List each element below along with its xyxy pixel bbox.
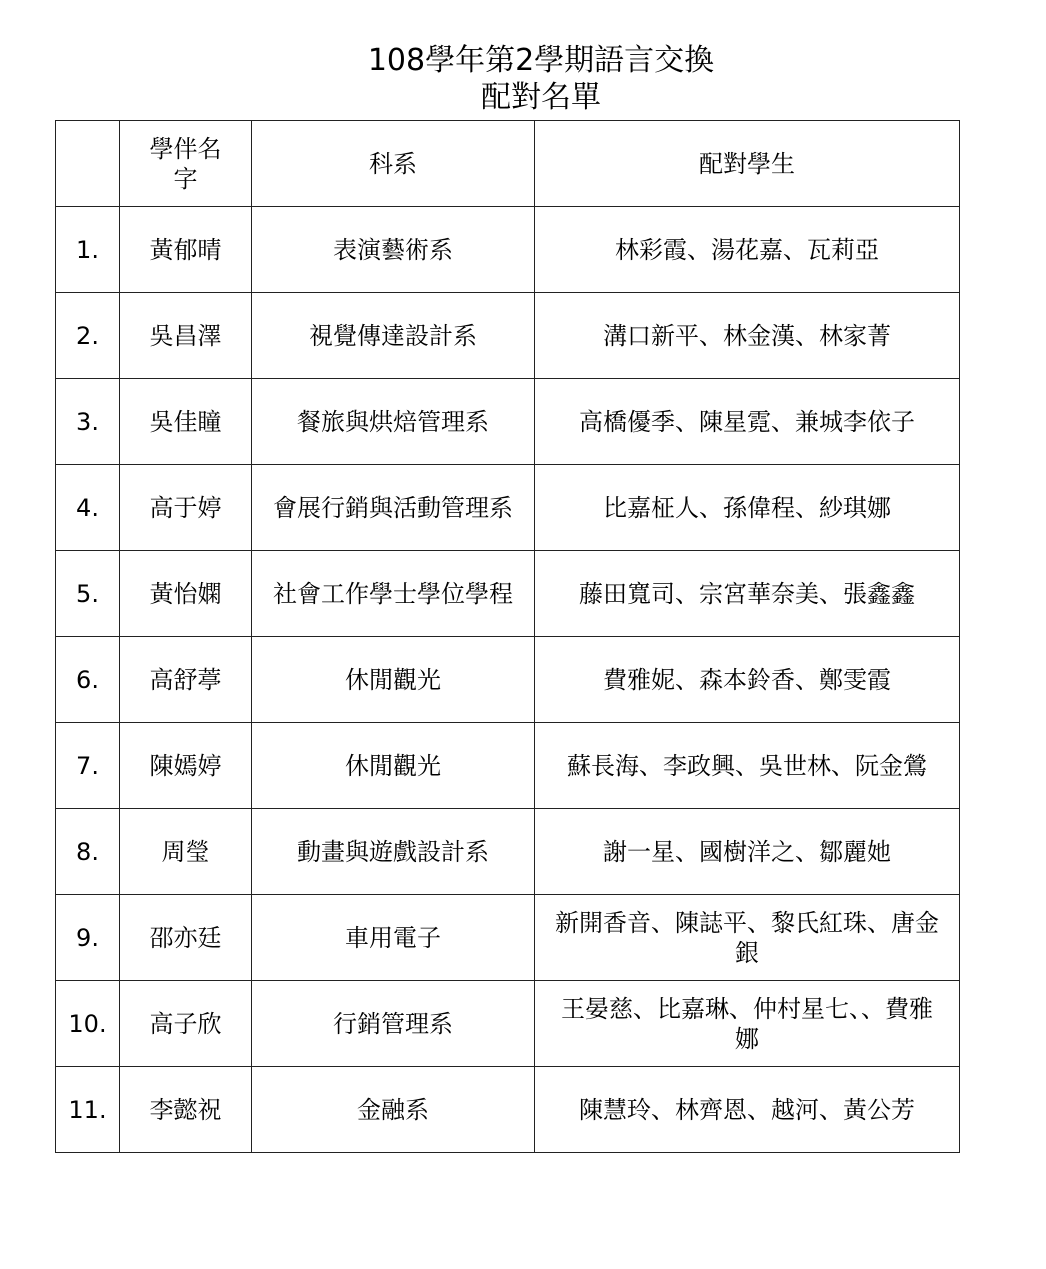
table-row — [56, 1067, 960, 1153]
table-row — [56, 723, 960, 809]
partner-name: 黃怡嫻 — [120, 551, 252, 637]
partner-name: 李懿祝 — [120, 1067, 252, 1153]
department: 金融系 — [252, 1067, 535, 1153]
paired-students: 溝口新平、林金漢、林家菁 — [535, 293, 960, 379]
paired-students: 高橋優季、陳星霓、兼城李依子 — [535, 379, 960, 465]
document-title: 108學年第2學期語言交換 — [367, 43, 715, 78]
document-subtitle: 配對名單 — [481, 80, 601, 115]
header-department: 科系 — [252, 121, 535, 207]
department: 會展行銷與活動管理系 — [252, 465, 535, 551]
paired-students: 費雅妮、森本鈴香、鄭雯霞 — [535, 637, 960, 723]
partner-name: 吳昌澤 — [120, 293, 252, 379]
partner-name: 高子欣 — [120, 981, 252, 1067]
row-number: 7. — [56, 723, 120, 809]
row-number: 3. — [56, 379, 120, 465]
paired-students: 蘇長海、李政興、吳世林、阮金鶯 — [535, 723, 960, 809]
table-row — [56, 551, 960, 637]
paired-students: 林彩霞、湯花嘉、瓦莉亞 — [535, 207, 960, 293]
row-number: 6. — [56, 637, 120, 723]
department: 休閒觀光 — [252, 637, 535, 723]
department: 動畫與遊戲設計系 — [252, 809, 535, 895]
partner-name: 高舒葶 — [120, 637, 252, 723]
row-number: 1. — [56, 207, 120, 293]
paired-students: 謝一星、國樹洋之、鄒麗她 — [535, 809, 960, 895]
paired-students: 藤田寬司、宗宮華奈美、張鑫鑫 — [535, 551, 960, 637]
partner-name: 黃郁晴 — [120, 207, 252, 293]
partner-name: 周瑩 — [120, 809, 252, 895]
paired-students: 王晏慈、比嘉琳、仲村星七、、費雅娜 — [535, 981, 960, 1067]
row-number: 2. — [56, 293, 120, 379]
header-number — [56, 121, 120, 207]
department: 視覺傳達設計系 — [252, 293, 535, 379]
partner-name: 邵亦廷 — [120, 895, 252, 981]
row-number: 5. — [56, 551, 120, 637]
table-header-row — [56, 121, 960, 207]
pairing-table — [55, 120, 960, 1153]
table-row — [56, 809, 960, 895]
table-row — [56, 637, 960, 723]
partner-name: 高于婷 — [120, 465, 252, 551]
department: 行銷管理系 — [252, 981, 535, 1067]
header-partner-name: 學伴名字 — [120, 121, 252, 207]
paired-students: 比嘉柾人、孫偉程、紗琪娜 — [535, 465, 960, 551]
partner-name: 吳佳瞳 — [120, 379, 252, 465]
department: 社會工作學士學位學程 — [252, 551, 535, 637]
header-paired-students: 配對學生 — [535, 121, 960, 207]
table-row — [56, 293, 960, 379]
partner-name: 陳嫣婷 — [120, 723, 252, 809]
row-number: 8. — [56, 809, 120, 895]
department: 表演藝術系 — [252, 207, 535, 293]
department: 餐旅與烘焙管理系 — [252, 379, 535, 465]
row-number: 4. — [56, 465, 120, 551]
department: 休閒觀光 — [252, 723, 535, 809]
department: 車用電子 — [252, 895, 535, 981]
table-row — [56, 981, 960, 1067]
table-row — [56, 465, 960, 551]
paired-students: 新開香音、陳誌平、黎氏紅珠、唐金銀 — [535, 895, 960, 981]
row-number: 10. — [56, 981, 120, 1067]
table-row — [56, 207, 960, 293]
table-row — [56, 379, 960, 465]
row-number: 9. — [56, 895, 120, 981]
paired-students: 陳慧玲、林齊恩、越河、黃公芳 — [535, 1067, 960, 1153]
table-row — [56, 895, 960, 981]
row-number: 11. — [56, 1067, 120, 1153]
